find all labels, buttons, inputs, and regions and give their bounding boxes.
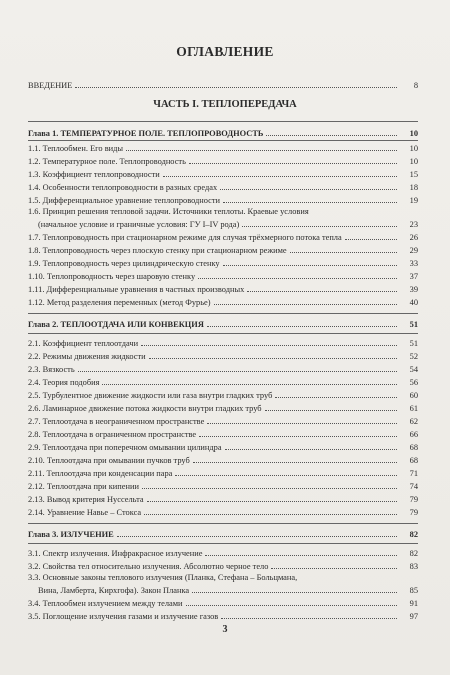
toc-page: 51: [409, 320, 418, 329]
toc-page: 10: [409, 129, 418, 138]
divider: [28, 523, 418, 524]
toc-entry: [28, 295, 418, 308]
dot-leader: [223, 202, 397, 203]
dot-leader: [193, 462, 397, 463]
toc-label: 1.4. Особенности теплопроводности в разных средах: [28, 183, 218, 192]
toc-page: 23: [409, 220, 418, 229]
toc-page: 83: [409, 562, 418, 571]
toc-page: 40: [409, 298, 418, 307]
toc-page: 10: [409, 144, 418, 153]
toc-label: 1.11. Дифференциальные уравнения в частных производных: [28, 285, 245, 294]
dot-leader: [192, 592, 397, 593]
toc-entry: [28, 401, 418, 414]
toc-label: (начальное условие и граничные условия: ГУ I–IV рода): [38, 220, 240, 229]
toc-label: 1.3. Коэффициент теплопроводности: [28, 170, 160, 179]
toc-page: 8: [413, 81, 418, 90]
divider: [28, 313, 418, 314]
toc-entry: [28, 256, 418, 269]
toc-entry: [28, 414, 418, 427]
dot-leader: [275, 397, 397, 398]
toc-page: 61: [409, 404, 418, 413]
toc-page: 66: [409, 430, 418, 439]
toc-entry: [28, 336, 418, 349]
part-heading: ЧАСТЬ I. ТЕПЛОПЕРЕДАЧА: [153, 99, 297, 110]
dot-leader: [149, 358, 397, 359]
dot-leader: [117, 536, 397, 537]
toc-page: 82: [409, 549, 418, 558]
toc-entry: [28, 282, 418, 295]
toc-label: Глава 2. ТЕПЛООТДАЧА ИЛИ КОНВЕКЦИЯ: [28, 320, 204, 329]
toc-label: 2.14. Уравнение Навье – Стокса: [28, 508, 142, 517]
dot-leader: [271, 568, 397, 569]
toc-label: 2.2. Режимы движения жидкости: [28, 352, 146, 361]
chapter-1-heading: [28, 126, 418, 139]
toc-entry: [28, 505, 418, 518]
toc-entry: [28, 141, 418, 154]
toc-label: 2.12. Теплоотдача при кипении: [28, 482, 139, 491]
toc-page: 68: [409, 456, 418, 465]
dot-leader: [144, 514, 397, 515]
toc-page: 29: [409, 246, 418, 255]
toc-entry: [28, 388, 418, 401]
dot-leader: [78, 371, 397, 372]
toc-label: ВВЕДЕНИЕ: [28, 81, 73, 90]
dot-leader: [163, 176, 397, 177]
toc-page: 54: [409, 365, 418, 374]
toc-entry-line: 3.3. Основные законы теплового излучения (Планка, Стефана – Больцмана,: [28, 573, 298, 582]
dot-leader: [242, 226, 397, 227]
dot-leader: [265, 410, 397, 411]
dot-leader: [199, 436, 397, 437]
divider: [28, 543, 418, 544]
toc-label: 2.6. Ламинарное движение потока жидкости внутри гладких труб: [28, 404, 262, 413]
toc-label: 1.9. Теплопроводность через цилиндрическую стенку: [28, 259, 220, 268]
toc-entry: [28, 559, 418, 572]
toc-entry: [28, 583, 418, 596]
toc-entry: [28, 193, 418, 206]
toc-entry: [28, 466, 418, 479]
toc-page: 33: [409, 259, 418, 268]
toc-label: 1.12. Метод разделения переменных (метод Фурье): [28, 298, 211, 307]
toc-label: 1.8. Теплопроводность через плоскую стенку при стационарном режиме: [28, 246, 287, 255]
dot-leader: [189, 163, 397, 164]
toc-entry-line: 1.6. Принцип решения тепловой задачи. Источники теплоты. Краевые условия: [28, 207, 309, 216]
toc-entry: [28, 453, 418, 466]
dot-leader: [175, 475, 397, 476]
dot-leader: [147, 501, 397, 502]
toc-label: 1.10. Теплопроводность через шаровую стенку: [28, 272, 196, 281]
dot-leader: [207, 326, 397, 327]
divider: [28, 121, 418, 122]
toc-page: 19: [409, 196, 418, 205]
toc-page: 82: [409, 530, 418, 539]
dot-leader: [214, 304, 397, 305]
dot-leader: [225, 449, 397, 450]
toc-entry: [28, 596, 418, 609]
dot-leader: [186, 605, 397, 606]
toc-page: 10: [409, 157, 418, 166]
toc-entry: [28, 349, 418, 362]
toc-label: 1.1. Теплообмен. Его виды: [28, 144, 124, 153]
toc-entry: [28, 362, 418, 375]
toc-label: 2.9. Теплоотдача при поперечном омывании цилиндра: [28, 443, 222, 452]
page-title: ОГЛАВЛЕНИЕ: [176, 44, 274, 59]
toc-label: 2.4. Теория подобия: [28, 378, 100, 387]
toc-entry: [28, 375, 418, 388]
toc-entry: [28, 427, 418, 440]
dot-leader: [266, 135, 397, 136]
dot-leader: [221, 618, 397, 619]
dot-leader: [75, 87, 397, 88]
toc-page: 37: [409, 272, 418, 281]
toc-entry: [28, 243, 418, 256]
toc-page: 15: [409, 170, 418, 179]
toc-label: Вина, Ламберта, Кирхгофа). Закон Планка: [38, 586, 190, 595]
dot-leader: [207, 423, 397, 424]
toc-page: 71: [409, 469, 418, 478]
toc-label: 3.5. Поглощение излучения газами и излучение газов: [28, 612, 219, 621]
divider: [28, 333, 418, 334]
toc-page: 79: [409, 495, 418, 504]
chapter-2-heading: [28, 317, 418, 330]
toc-label: Глава 1. ТЕМПЕРАТУРНОЕ ПОЛЕ. ТЕПЛОПРОВОДНОСТЬ: [28, 129, 264, 138]
toc-page: 26: [409, 233, 418, 242]
toc-label: 2.8. Теплоотдача в ограниченном пространстве: [28, 430, 197, 439]
page-number: 3: [222, 624, 228, 635]
toc-label: 2.1. Коэффициент теплоотдачи: [28, 339, 139, 348]
toc-entry: [28, 440, 418, 453]
toc-page: 74: [409, 482, 418, 491]
toc-label: 2.11. Теплоотдача при конденсации пара: [28, 469, 173, 478]
toc-entry-intro: [28, 78, 418, 91]
toc-page: 52: [409, 352, 418, 361]
dot-leader: [290, 252, 397, 253]
dot-leader: [142, 488, 397, 489]
toc-label: 3.4. Теплообмен излучением между телами: [28, 599, 183, 608]
toc-page: 68: [409, 443, 418, 452]
toc-label: 3.2. Свойства тел относительно излучения. Абсолютно черное тело: [28, 562, 269, 571]
toc-label: 3.1. Спектр излучения. Инфракрасное излучение: [28, 549, 203, 558]
toc-page: 51: [409, 339, 418, 348]
toc-label: Глава 3. ИЗЛУЧЕНИЕ: [28, 530, 114, 539]
dot-leader: [102, 384, 397, 385]
toc-page: 18: [409, 183, 418, 192]
dot-leader: [198, 278, 397, 279]
toc-entry: [28, 180, 418, 193]
toc-page: 97: [409, 612, 418, 621]
toc-label: 2.3. Вязкость: [28, 365, 75, 374]
dot-leader: [126, 150, 397, 151]
toc-label: 1.7. Теплопроводность при стационарном режиме для случая трёхмерного потока тепла: [28, 233, 342, 242]
dot-leader: [205, 555, 397, 556]
toc-label: 2.10. Теплоотдача при омывании пучков труб: [28, 456, 190, 465]
toc-label: 2.5. Турбулентное движение жидкости или газа внутри гладких труб: [28, 391, 273, 400]
toc-entry: [28, 492, 418, 505]
toc-entry: [28, 217, 418, 230]
toc-page: 62: [409, 417, 418, 426]
toc-entry: [28, 230, 418, 243]
dot-leader: [223, 265, 397, 266]
dot-leader: [220, 189, 397, 190]
toc-entry: [28, 167, 418, 180]
toc-entry: [28, 154, 418, 167]
toc-page: 85: [409, 586, 418, 595]
toc-page: 60: [409, 391, 418, 400]
toc-page: 91: [409, 599, 418, 608]
toc-entry: [28, 546, 418, 559]
chapter-3-heading: [28, 527, 418, 540]
toc-page: 56: [409, 378, 418, 387]
toc-entry: [28, 609, 418, 622]
toc-label: 2.13. Вывод критерия Нуссельта: [28, 495, 144, 504]
toc-label: 2.7. Теплоотдача в неограниченном пространстве: [28, 417, 205, 426]
dot-leader: [247, 291, 397, 292]
toc-entry: [28, 479, 418, 492]
toc-label: 1.2. Температурное поле. Теплопроводность: [28, 157, 186, 166]
dot-leader: [141, 345, 397, 346]
dot-leader: [345, 239, 397, 240]
toc-page: 39: [409, 285, 418, 294]
toc-entry: [28, 269, 418, 282]
toc-page: 79: [409, 508, 418, 517]
toc-label: 1.5. Дифференциальное уравнение теплопроводности: [28, 196, 221, 205]
